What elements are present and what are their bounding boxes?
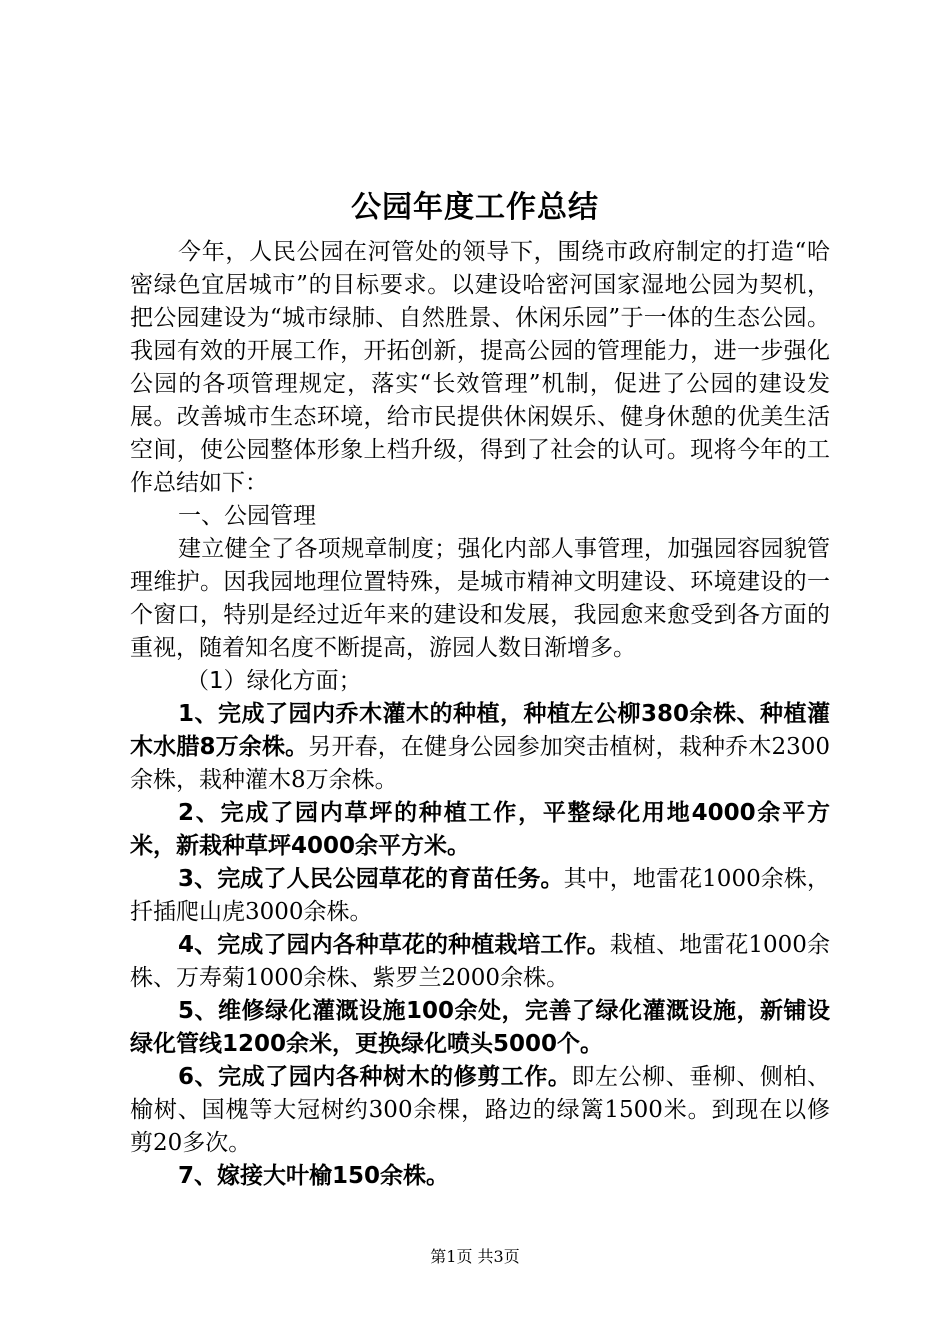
document-body [130, 236, 830, 1193]
list-item-text: 栽植、地雷花1000余株、万寿菊1000余株、紫罗兰2000余株。 [130, 932, 830, 991]
list-item-text: 另开春，在健身公园参加突击植树，栽种乔木2300余株，栽种灌木8万余株。 [130, 734, 830, 793]
list-item [130, 995, 830, 1061]
list-item-text: 其中，地雷花1000余株，扦插爬山虎3000余株。 [130, 866, 830, 925]
intro-paragraph: 今年，人民公园在河管处的领导下，围绕市政府制定的打造“哈密绿色宜居城市”的目标要求。以建设哈密河国家湿地公园为契机，把公园建设为“城市绿肺、自然胜景、休闲乐园”于一体的生态公园。我园有效的开展工作，开拓创新，提高公园的管理能力，进一步强化公园的各项管理规定，落实“长效管理”机制，促进了公园的建设发展。改善城市生态环境，给市民提供休闲娱乐、健身休憩的优美生活空间，使公园整体形象上档升级，得到了社会的认可。现将今年的工作总结如下： [130, 239, 830, 496]
list-item-lead: 7、嫁接大叶榆150余株。 [178, 1163, 450, 1189]
list-item [130, 1160, 830, 1193]
list-item [130, 797, 830, 863]
list-item-lead: 3、完成了人民公园草花的育苗任务。 [178, 866, 564, 892]
list-item-lead: 5、维修绿化灌溉设施100余处，完善了绿化灌溉设施，新铺设绿化管线1200余米，更换绿化喷头5000个。 [130, 998, 830, 1057]
section-heading: 一、公园管理 [178, 503, 316, 529]
list-item [130, 929, 830, 995]
list-item [130, 1061, 830, 1160]
list-item [130, 863, 830, 929]
list-item-lead: 4、完成了园内各种草花的种植栽培工作。 [178, 932, 610, 958]
document-title: 公园年度工作总结 [351, 190, 599, 225]
list-item-text: 即左公柳、垂柳、侧柏、榆树、国槐等大冠树约300余棵，路边的绿篱1500米。到现在以修剪20多次。 [130, 1064, 831, 1156]
section-paragraph: 建立健全了各项规章制度；强化内部人事管理，加强园容园貌管理维护。因我园地理位置特殊，是城市精神文明建设、环境建设的一个窗口，特别是经过近年来的建设和发展，我园愈来愈受到各方面的重视，随着知名度不断提高，游园人数日渐增多。 [130, 536, 830, 661]
list-item-lead: 6、完成了园内各种树木的修剪工作。 [178, 1064, 572, 1090]
list-item [130, 698, 830, 797]
list-item-lead: 2、完成了园内草坪的种植工作，平整绿化用地4000余平方米，新栽种草坪4000余平方米。 [130, 800, 830, 859]
subsection-heading: （1）绿化方面； [186, 668, 362, 694]
page-number: 第1页 共3页 [430, 1247, 520, 1266]
list-item-lead: 1、完成了园内乔木灌木的种植，种植左公柳380余株、种植灌木水腊8万余株。 [130, 701, 830, 760]
